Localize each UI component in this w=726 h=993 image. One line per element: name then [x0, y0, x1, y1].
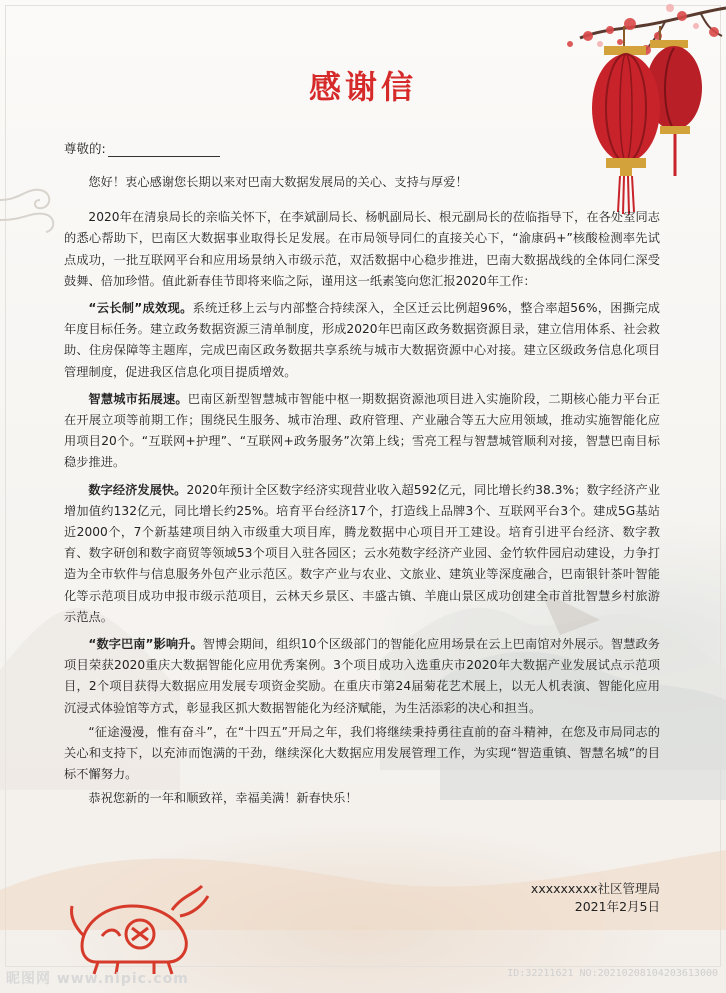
paragraph-lead: “云长制”成效现。	[88, 301, 193, 316]
letter-title: 感谢信	[308, 68, 417, 106]
paragraph-outlook	[64, 722, 660, 786]
paragraph-text: 2020年预计全区数字经济实现营业收入超592亿元，同比增长约38.3%；数字经济产业增加值约132亿元，同比增长约25%。培育平台经济17个，打造线上品牌3个、互联网平台3个。建成5G基站近2000个，7个新基建项目纳入市级重大项目库，腾龙数据中心项目开工建设。培育引进平台经济、数字教育、数字研创和数字商贸等领域53个项目入驻各园区；云水苑数字经济产业园、金竹软件园启动建设，力争打造为全市软件与信息服务外包产业示范区。数字产业与农业、文旅业、建筑业等深度融合，巴南银针茶叶智能化等示范项目成功申报市级示范项目，云林天乡景区、丰盛古镇、羊鹿山景区成功创建全市首批智慧乡村旅游示范点。	[64, 482, 660, 624]
image-id-watermark: ID:32211621 NO:20210208104203613000	[507, 968, 718, 979]
signature-date: 2021年2月5日	[574, 899, 660, 914]
recipient-blank-line	[108, 144, 220, 157]
salutation-label: 尊敬的:	[64, 141, 106, 156]
letter-body	[64, 172, 660, 810]
paragraph-wishes	[64, 788, 660, 809]
paragraph-text: 恭祝您新的一年和顺致祥，幸福美满！新春快乐！	[88, 791, 358, 806]
salutation-line	[64, 139, 220, 157]
paragraph-cloud-system	[64, 298, 660, 383]
paragraph-smart-city	[64, 389, 660, 474]
paragraph-greeting	[64, 172, 660, 193]
paragraph-text: 智博会期间，组织10个区级部门的智能化应用场景在云上巴南馆对外展示。智慧政务项目荣获2020重庆大数据智能化应用优秀案例。3个项目成功入选重庆市2020年大数据产业发展试点示范项目，2个项目获得大数据应用发展专项资金奖励。在重庆市第24届菊花艺术展上，以无人机表演、智能化应用沉浸式体验馆等方式，彰显我区抓大数据智能化为经济赋能，为生活添彩的决心和担当。	[64, 637, 660, 715]
signature-org: xxxxxxxxx社区管理局	[530, 881, 660, 896]
paragraph-text: 巴南区新型智慧城市智能中枢一期数据资源池项目进入实施阶段，二期核心能力平台正在开展立项等前期工作；围绕民生服务、城市治理、政府管理、产业融合等五大应用领域，推动实施智能化应用项目20个。“互联网+护理”、“互联网+政务服务”次第上线；雪亮工程与智慧城管顺利对接，智慧巴南目标稳步推进。	[64, 391, 660, 470]
paragraph-text: “征途漫漫，惟有奋斗”，在“十四五”开局之年，我们将继续秉持勇往直前的奋斗精神，在您及市局同志的关心和支持下，以充沛而饱满的干劲，继续深化大数据应用发展管理工作，为实现“智造重镇、智慧名城”的目标不懈努力。	[64, 724, 660, 782]
paragraph-lead: 智慧城市拓展速。	[88, 391, 188, 406]
paragraph-text: 系统迁移上云与内部整合持续深入，全区迁云比例超96%，整合率超56%，困撕完成年度目标任务。建立政务数据资源三清单制度，形成2020年巴南区政务数据资源目录，建立信用体系、社会救助、住房保障等主题库，完成巴南区政务数据共享系统与城市大数据资源中心对接。建立区级政务信息化项目管理制度，促进我区信息化项目提质增效。	[64, 301, 660, 379]
paragraph-lead: 数字经济发展快。	[88, 482, 187, 497]
cloud-ornament-icon	[0, 170, 70, 260]
paragraph-intro	[64, 207, 660, 292]
paragraph-lead: “数字巴南”影响升。	[88, 637, 203, 652]
paragraph-digital-banan	[64, 634, 660, 719]
paragraph-text: 2020年在清泉局长的亲临关怀下，在李斌副局长、杨帆副局长、根元副局长的莅临指导下，在各处室同志的悉心帮助下，巴南区大数据事业取得长足发展。在市局领导同仁的直接关心下，“渝康码+”核酸检测率先试点成功，一批互联网平台和应用场景纳入市级示范，双活数据中心稳步推进，巴南大数据战线的全体同仁深受鼓舞、倍加珍惜。值此新春佳节即将来临之际，谨用这一纸素笺向您汇报2020年工作：	[64, 210, 660, 288]
site-watermark: 昵图网 www.nipic.com	[6, 971, 189, 987]
ox-paper-cut-icon	[62, 866, 212, 976]
signature-block	[531, 880, 660, 916]
paragraph-digital-economy	[64, 480, 660, 628]
paragraph-text: 您好！衷心感谢您长期以来对巴南大数据发展局的关心、支持与厚爱！	[88, 175, 468, 189]
